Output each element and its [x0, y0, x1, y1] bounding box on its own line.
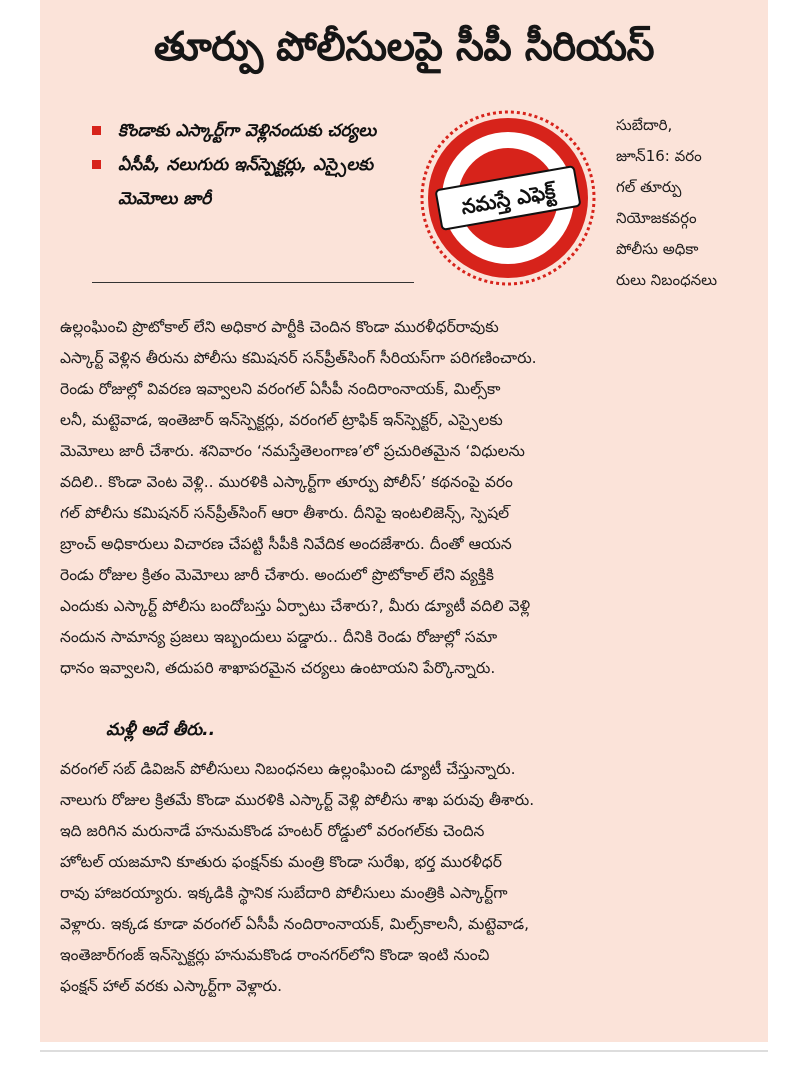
body-line: ఎందుకు ఎస్కార్ట్ పోలీసు బందోబస్తు ఏర్పాటు చేశారు?, మీరు డ్యూటీ వదిలి వెళ్లి — [60, 597, 531, 615]
stamp-icon — [422, 112, 594, 284]
body-line: నాలుగు రోజుల క్రితమే కొండా మురళికి ఎస్కార్ట్ వెళ్లి పోలీసు శాఖ పరువు తీశారు. — [60, 791, 535, 809]
side-line: నియోజకవర్గం — [616, 209, 697, 227]
dateline-column — [616, 110, 762, 296]
body-line: ఇంతెజార్‌గంజ్ ఇన్‌స్పెక్టర్లు హనుమకొండ రాంనగర్‌లోని కొండా ఇంటి నుంచి — [60, 946, 490, 964]
body-line: మెమోలు జారీ చేశారు. శనివారం ‘నమస్తేతెలంగాణ’లో ప్రచురితమైన ‘విధులను — [60, 442, 525, 460]
stamp-text: నమస్తే ఎఫెక్ట్ — [459, 178, 558, 220]
headline: తూర్పు పోలీసులపై సీపీ సీరియస్ — [153, 24, 655, 70]
body-line: ఇది జరిగిన మరునాడే హనుమకొండ హంటర్ రోడ్డులో వరంగల్‌కు చెందిన — [60, 822, 485, 840]
bullet-item — [92, 148, 432, 216]
bullets-divider — [92, 282, 414, 283]
subheading: మళ్లీ అదే తీరు.. — [106, 720, 216, 740]
side-line: రులు నిబంధనలు — [616, 271, 718, 289]
body-line: వరంగల్ సబ్ డివిజన్ పోలీసులు నిబంధనలు ఉల్లంఘించి డ్యూటీ చేస్తున్నారు. — [60, 760, 516, 778]
body-line: లనీ, మట్టెవాడ, ఇంతెజార్ ఇన్‌స్పెక్టర్లు, వరంగల్ ట్రాఫిక్ ఇన్‌స్పెక్టర్, ఎస్సైలకు — [60, 411, 503, 429]
side-line: పోలీసు అధికా — [616, 240, 699, 258]
bullet-list — [92, 114, 432, 216]
body-line: నందున సామాన్య ప్రజలు ఇబ్బందులు పడ్డారు.. దీనికి రెండు రోజుల్లో సమా — [60, 628, 498, 646]
body-line: ఎస్కార్ట్ వెళ్లిన తీరును పోలీసు కమిషనర్ సన్‌ప్రీత్‌సింగ్ సీరియస్‌గా పరిగణించారు. — [60, 349, 537, 367]
side-line: జూన్16: వరం — [616, 147, 702, 165]
body-line: రెండు రోజుల్లో వివరణ ఇవ్వాలని వరంగల్ ఏసీపీ నందిరాంనాయక్, మిల్స్‌కా — [60, 380, 501, 398]
bullet-item — [92, 114, 432, 148]
bullet-text: ఏసీపీ, నలుగురు ఇన్‌స్పెక్టర్లు, ఎస్సైలకు మెమోలు జారీ — [118, 155, 374, 209]
body-line: వెళ్లారు. ఇక్కడ కూడా వరంగల్ ఏసీపీ నందిరాంనాయక్, మిల్స్‌కాలనీ, మట్టెవాడ, — [60, 915, 530, 933]
body-line: గల్ పోలీసు కమిషనర్ సన్‌ప్రీత్‌సింగ్ ఆరా తీశారు. దీనిపై ఇంటలిజెన్స్, స్పెషల్ — [60, 504, 510, 522]
bullet-square-icon — [92, 160, 101, 169]
article-body-second — [60, 754, 750, 1002]
page-divider — [40, 1050, 768, 1052]
body-line: వదిలి.. కొండా వెంట వెళ్లి.. మురళికి ఎస్కార్ట్‌గా తూర్పు పోలీస్’ కథనంపై వరం — [60, 473, 513, 491]
namaste-effect-stamp — [418, 108, 598, 288]
body-line: రావు హాజరయ్యారు. ఇక్కడికి స్థానిక సుబేదారి పోలీసులు మంత్రికి ఎస్కార్ట్‌గా — [60, 884, 508, 902]
body-line: రెండు రోజుల క్రితం మెమోలు జారీ చేశారు. అందులో ప్రొటోకాల్ లేని వ్యక్తికి — [60, 566, 495, 584]
body-line: ధానం ఇవ్వాలని, తదుపరి శాఖాపరమైన చర్యలు ఉంటాయని పేర్కొన్నారు. — [60, 659, 496, 677]
article-body — [60, 312, 750, 684]
body-line: హోటల్ యజమాని కూతురు ఫంక్షన్‌కు మంత్రి కొండా సురేఖ, భర్త మురళీధర్ — [60, 853, 502, 871]
bullet-square-icon — [92, 126, 101, 135]
side-line: గల్ తూర్పు — [616, 178, 682, 196]
bullet-text: కొండాకు ఎస్కార్ట్‌గా వెళ్లినందుకు చర్యలు — [118, 121, 377, 141]
side-line: సుబేదారి, — [616, 116, 673, 134]
body-line: బ్రాంచ్ అధికారులు విచారణ చేపట్టి సీపీకి నివేదిక అందజేశారు. దీంతో ఆయన — [60, 535, 512, 553]
body-line: ఉల్లంఘించి ప్రొటోకాల్ లేని అధికార పార్టీకి చెందిన కొండా మురళీధర్‌రావుకు — [60, 318, 499, 336]
news-clipping — [40, 0, 768, 1042]
body-line: ఫంక్షన్ హాల్ వరకు ఎస్కార్ట్‌గా వెళ్లారు. — [60, 977, 283, 995]
